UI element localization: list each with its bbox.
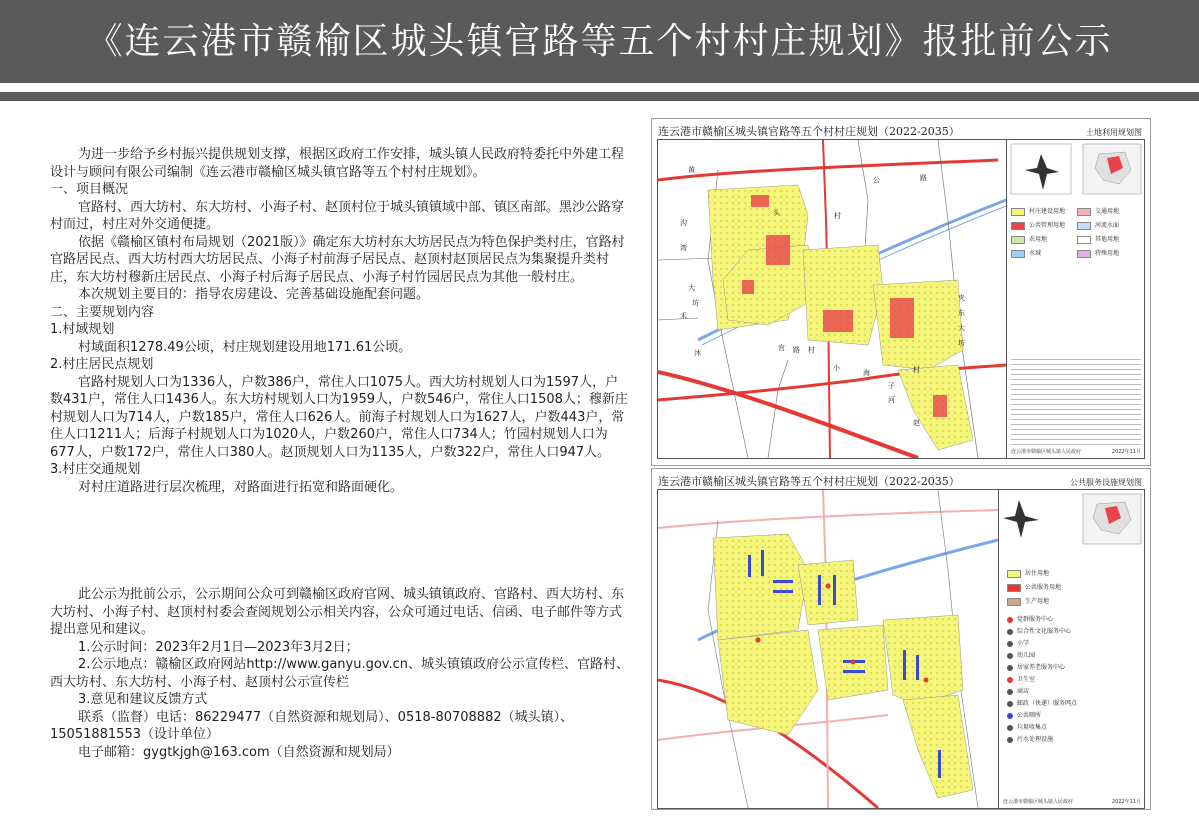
feedback-heading: 3.意见和建议反馈方式 bbox=[78, 692, 208, 707]
area-paragraph: 村域面积1278.49公顷，村庄规划建设用地171.61公顷。 bbox=[78, 339, 412, 355]
map-frame bbox=[657, 489, 1145, 809]
subsection-2-heading: 2.村庄居民点规划 bbox=[50, 357, 154, 372]
map-label: 头 bbox=[773, 209, 780, 217]
locator-map bbox=[999, 490, 1145, 548]
map-title: 连云港市赣榆区城头镇官路等五个村村庄规划（2022-2035） bbox=[658, 125, 960, 138]
overview-paragraph-3: 本次规划主要目的：指导农房建设、完善基础设施配套问题。 bbox=[78, 287, 430, 302]
contact-email: 电子邮箱：gygtkjgh@163.com（自然资源和规划局） bbox=[78, 744, 400, 760]
legend-item: 小学 bbox=[1017, 640, 1030, 647]
map-label: 沟 bbox=[680, 219, 687, 227]
map-label: 公 bbox=[873, 176, 880, 184]
map-label: 子 bbox=[888, 382, 895, 390]
map-label: 湾 bbox=[680, 244, 687, 252]
legend-item: 生产用地 bbox=[1025, 598, 1050, 605]
divider-bar bbox=[0, 92, 1199, 101]
subsection-3-heading: 3.村庄交通规划 bbox=[50, 462, 141, 477]
legend-item: 商店 bbox=[1017, 688, 1030, 695]
section-1-heading: 一、项目概况 bbox=[50, 182, 129, 197]
map-label: 小 bbox=[833, 364, 840, 372]
map-footer-right: 2022年11月 bbox=[1111, 449, 1141, 455]
legend-item: 幼儿园 bbox=[1017, 652, 1036, 659]
map-label: 大 bbox=[958, 324, 965, 332]
population-paragraph: 官路村规划人口为1336人，户数386户，常住人口1075人。西大坊村规划人口为1597人，户数431户，常住人口1436人。东大坊村规划人口为1959人，户数546户，常住人口1508人；穆新庄村规划人口为714人，户数185户，常住人口626人。前海子村规划人口为1627人，户数443户，常住人口1211人；后海子村规划人口为1020人，户数260户，常住人口734人；竹园村规划人口为677人，户数172户，常住人口380人。赵顶规划人口为1135人，户数322户，常住人口947人。 bbox=[50, 374, 628, 460]
subsection-1-heading: 1.村域规划 bbox=[50, 322, 115, 337]
legend-item: 公共厕所 bbox=[1017, 712, 1042, 719]
map-label: 河 bbox=[888, 396, 895, 404]
map-label: 大 bbox=[688, 284, 695, 292]
legend-item: 垃圾收集点 bbox=[1017, 724, 1048, 731]
map-label: 村 bbox=[834, 212, 841, 220]
page-title: 《连云港市赣榆区城头镇官路等五个村村庄规划》报批前公示 bbox=[86, 21, 1113, 62]
map-label: 官 bbox=[778, 344, 785, 352]
public-service-legend bbox=[998, 490, 1145, 808]
overview-paragraph-2: 依据《赣榆区镇村布局规划（2021版）》确定东大坊村东大坊居民点为特色保护类村庄，官路村官路居民点、西大坊村西大坊居民点、小海子村前海子居民点、赵顶村赵顶居民点为集聚提升类村庄，东大坊村穆新庄居民点、小海子村后海子居民点、小海子村竹园居民点为其他一般村庄。 bbox=[50, 234, 625, 285]
map-label: 村 bbox=[808, 346, 815, 354]
map-label: 赵 bbox=[913, 419, 920, 427]
map-label: 东 bbox=[958, 309, 965, 317]
traffic-paragraph: 对村庄道路进行层次梳理，对路面进行拓宽和路面硬化。 bbox=[78, 479, 404, 495]
legend-item: 综合性文化服务中心 bbox=[1017, 628, 1072, 635]
map-label: 坊 bbox=[958, 339, 965, 347]
legend-item: 党群服务中心 bbox=[1017, 616, 1054, 623]
locator-map bbox=[1007, 140, 1145, 200]
legend-item: 居家养老服务中心 bbox=[1017, 664, 1066, 671]
legend-item: 卫生室 bbox=[1017, 676, 1036, 683]
map-frame bbox=[657, 139, 1145, 459]
announcement-text bbox=[50, 146, 630, 761]
map-label: 海 bbox=[863, 369, 870, 377]
contact-phone: 联系（监督）电话：86229477（自然资源和规划局）、0518-80708882（城头镇）、15051881553（设计单位） bbox=[50, 709, 574, 742]
legend-item: 邮政（快递）服务网点 bbox=[1017, 700, 1078, 707]
map-label: 坊 bbox=[692, 299, 699, 307]
legend-item: 污水处理设施 bbox=[1017, 736, 1054, 743]
section-2-heading: 二、主要规划内容 bbox=[50, 304, 155, 320]
land-use-table bbox=[1011, 355, 1141, 445]
map-label: 路 bbox=[793, 346, 800, 354]
map-label: 夹 bbox=[958, 294, 965, 302]
land-use-map bbox=[651, 118, 1151, 466]
notice-place: 2.公示地点：赣榆区政府网站http://www.ganyu.gov.cn、城头镇镇政府公示宣传栏、官路村、西大坊村、东大坊村、小海子村、赵顶村公示宣传栏 bbox=[50, 657, 629, 690]
map-label: 沐 bbox=[694, 349, 701, 357]
notice-time: 1.公示时间：2023年2月1日—2023年3月2日； bbox=[78, 639, 359, 655]
legend-item: 公共服务用地 bbox=[1025, 584, 1062, 591]
map-label: 路 bbox=[920, 174, 927, 182]
notice-paragraph: 此公示为批前公示，公示期间公众可到赣榆区政府官网、城头镇镇政府、官路村、西大坊村、东大坊村、小海子村、赵顶村村委会查阅规划公示相关内容，公众可通过电话、信函、电子邮件等方式提出意见和建议。 bbox=[50, 587, 625, 637]
map-subtitle: 土地利用规划图 bbox=[1086, 128, 1142, 137]
map-footer-left: 连云港市赣榆区城头镇人民政府 bbox=[1003, 799, 1074, 805]
map-label: 村 bbox=[913, 366, 920, 374]
intro-paragraph: 为进一步给予乡村振兴提供规划支撑，根据区政府工作安排，城头镇人民政府特委托中外建工程设计与顾问有限公司编制《连云港市赣榆区城头镇官路等五个村村庄规划》。 bbox=[50, 147, 625, 180]
map-title: 连云港市赣榆区城头镇官路等五个村村庄规划（2022-2035） bbox=[658, 475, 960, 488]
legend-item: 居住用地 bbox=[1025, 570, 1050, 577]
map-label: 黄 bbox=[688, 166, 695, 174]
public-service-map bbox=[651, 468, 1151, 810]
map-footer-right: 2022年11月 bbox=[1111, 799, 1141, 805]
land-use-legend: 村庄建设用地 公共管理用地 农用地 水域 交通用地 河流水面 其他用地 特殊用地 连云港市赣榆区城头镇人民政府 2022年11月 bbox=[1006, 140, 1145, 458]
map-subtitle: 公共服务设施规划图 bbox=[1070, 478, 1142, 487]
map-footer-left: 连云港市赣榆区城头镇人民政府 bbox=[1011, 449, 1082, 455]
map-label: 禾 bbox=[680, 312, 687, 320]
overview-paragraph-1: 官路村、西大坊村、东大坊村、小海子村、赵顶村位于城头镇镇域中部、镇区南部。黑沙公路穿村而过，村庄对外交通便捷。 bbox=[50, 199, 625, 232]
